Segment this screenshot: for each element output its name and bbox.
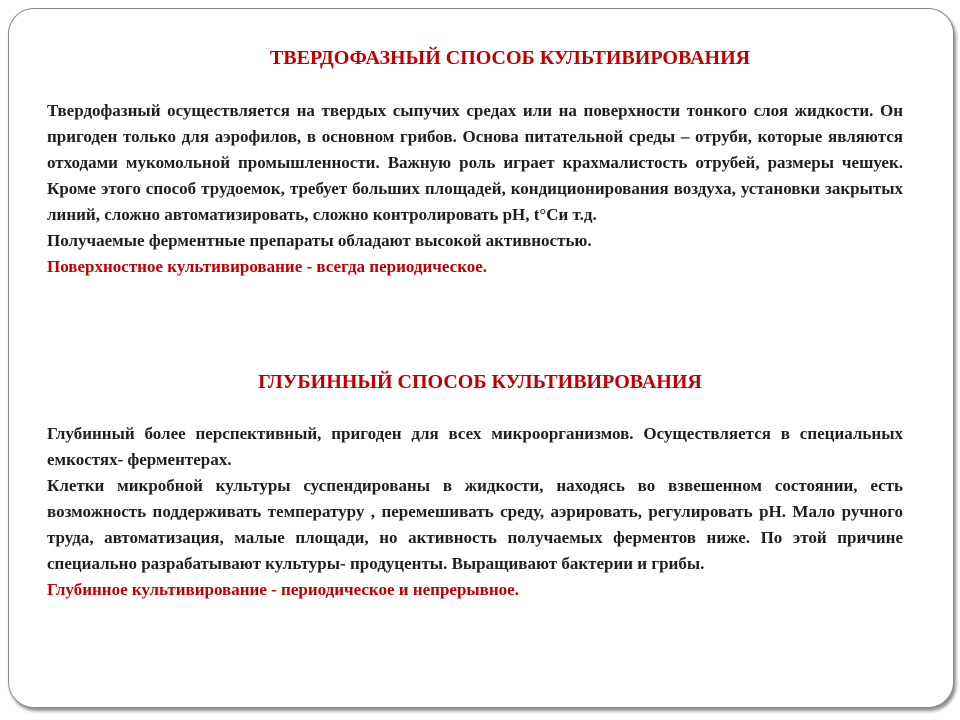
- section-1-paragraph-2: Получаемые ферментные препараты обладают высокой активностью.: [47, 231, 592, 250]
- section-2-highlight: Глубинное культивирование - периодическое и непрерывное.: [47, 580, 519, 599]
- section-2-paragraph-1: Глубинный более перспективный, пригоден для всех микроорганизмов. Осуществляется в специальных емкостях- ферментерах.: [47, 424, 903, 469]
- section-2-paragraph-2: Клетки микробной культуры суспендированы в жидкости, находясь во взвешенном состоянии, есть возможность поддерживать температуру , перемешивать среду, аэрировать, регулировать рН. Мало ручного труда, автоматизация, малые площади, но активность получаемых ферментов ниже. По этой причине специально разрабатывают культуры- продуценты. Выращивают бактерии и грибы.: [47, 476, 903, 573]
- section-2-title: ГЛУБИННЫЙ СПОСОБ КУЛЬТИВИРОВАНИЯ: [258, 371, 702, 393]
- section-2-body: [47, 421, 903, 603]
- section-1-highlight: Поверхностное культивирование - всегда периодическое.: [47, 257, 488, 276]
- section-1-paragraph-1: Твердофазный осуществляется на твердых сыпучих средах или на поверхности тонкого слоя жидкости. Он пригоден только для аэрофилов, в основном грибов. Основа питательной среды – отруби, которые являются отходами мукомольной промышленности. Важную роль играет крахмалистость отрубей, размеры чешуек. Кроме этого способ трудоемок, требует больших площадей, кондиционирования воздуха, установки закрытых линий, сложно автоматизировать, сложно контролировать рН, t°Си т.д.: [47, 101, 903, 224]
- section-1-body: [47, 98, 903, 280]
- section-1-title: ТВЕРДОФАЗНЫЙ СПОСОБ КУЛЬТИВИРОВАНИЯ: [269, 47, 751, 69]
